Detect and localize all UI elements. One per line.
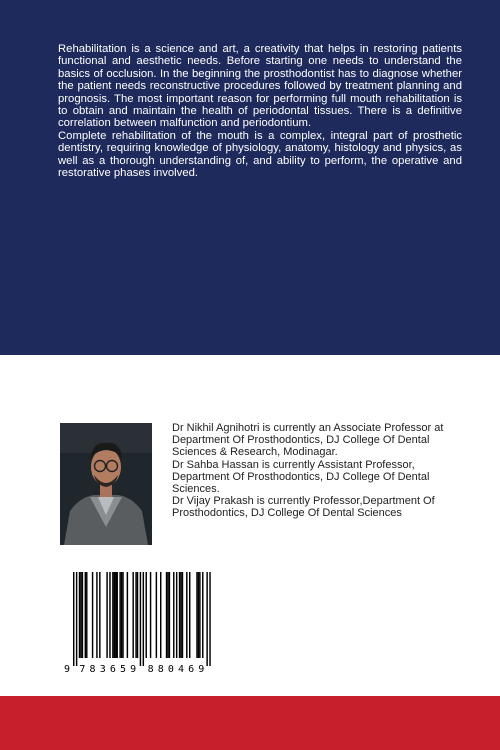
barcode-bar [180,572,181,658]
barcode-graphic [62,568,222,680]
barcode-bar [96,572,97,658]
barcode-bar [99,572,100,658]
barcode-bar [146,572,147,658]
barcode-digit: 9 [198,664,205,675]
blurb-paragraph-2: Complete rehabilitation of the mouth is a complex, integral part of prosthetic dentistry, requiring knowledge of physiology, anatomy, histology and physics, as well as a thorough understanding of, and ability to perform, the operative and restorative phases involved. [58,129,462,180]
barcode-bar [106,572,107,658]
barcode-digit: 9 [63,664,71,675]
barcode-bar [86,572,87,658]
barcode-bar [114,572,115,658]
barcode-bar [135,572,136,658]
barcode-bar [176,572,177,658]
barcode-bar [121,572,122,658]
barcode-bar [160,572,161,658]
barcode-bar [169,572,170,658]
barcode-bar [137,572,138,658]
bottom-red-band [0,696,500,750]
author-portrait-image [60,423,152,545]
barcode-bar [206,572,207,666]
barcode-bar [209,572,210,666]
barcode-bar [143,572,144,666]
blurb-panel [0,0,500,355]
barcode-digit: 6 [188,664,195,675]
barcode-digit: 0 [167,664,174,675]
barcode-bar [167,572,168,658]
barcode-bar [73,572,74,666]
barcode-bar [76,572,77,666]
barcode-bar [182,572,183,658]
barcode-bar [115,572,116,658]
barcode-bar [173,572,174,658]
barcode-bar [119,572,120,658]
barcode-digit: 4 [178,664,185,675]
barcode-bar [92,572,93,658]
barcode-bar [112,572,113,658]
barcode-bar [82,572,83,658]
isbn-barcode [62,568,222,680]
barcode-bar [189,572,190,658]
barcode-bar [85,572,86,658]
barcode-digit: 9 [130,664,137,675]
barcode-bar [122,572,123,658]
barcode-bar [186,572,187,658]
barcode-bar [109,572,110,658]
author-bios [172,422,472,520]
barcode-digit: 8 [147,664,154,675]
barcode-bar [202,572,203,658]
barcode-bar [150,572,151,658]
barcode-bar [199,572,200,658]
barcode-bar [79,572,80,658]
barcode-digit: 6 [109,664,116,675]
barcode-digit: 8 [89,664,96,675]
barcode-bar [166,572,167,658]
barcode-bar [140,572,141,666]
barcode-bar [198,572,199,658]
barcode-bar [132,572,133,658]
author-photo [60,423,152,545]
author-bio-1: Dr Nikhil Agnihotri is currently an Associate Professor at Department Of Prosthodontics, DJ College Of Dental Sciences & Research, Modinagar. [172,422,444,459]
barcode-bar [179,572,180,658]
blurb-paragraph-1: Rehabilitation is a science and art, a creativity that helps in restoring patients functional and aesthetic needs. Before starting one needs to understand the basics of occlusion. In the beginning the prosthodontist has to diagnose whether the patient needs reconstructive procedures followed by treatment planning and prognosis. The most important reason for performing full mouth rehabilitation is to obtain and maintain the health of periodontal tissues. There is a definitive correlation between malfunction and periodontium. [58,43,462,130]
barcode-digit: 5 [120,664,127,675]
barcode-digit: 8 [157,664,164,675]
book-blurb [58,43,462,179]
barcode-bar [196,572,197,658]
barcode-bar [156,572,157,658]
author-bio-3: Dr Vijay Prakash is currently Professor,Department Of Prosthodontics, DJ College Of Dental Sciences [172,495,435,520]
barcode-bar [117,572,118,658]
author-bio-2: Dr Sahba Hassan is currently Assistant Professor, Department Of Prosthodontics, DJ College Of Dental Sciences. [172,458,430,496]
barcode-bar [127,572,128,658]
barcode-digit: 3 [99,664,106,675]
barcode-bar [80,572,81,658]
barcode-digit: 7 [79,664,86,675]
